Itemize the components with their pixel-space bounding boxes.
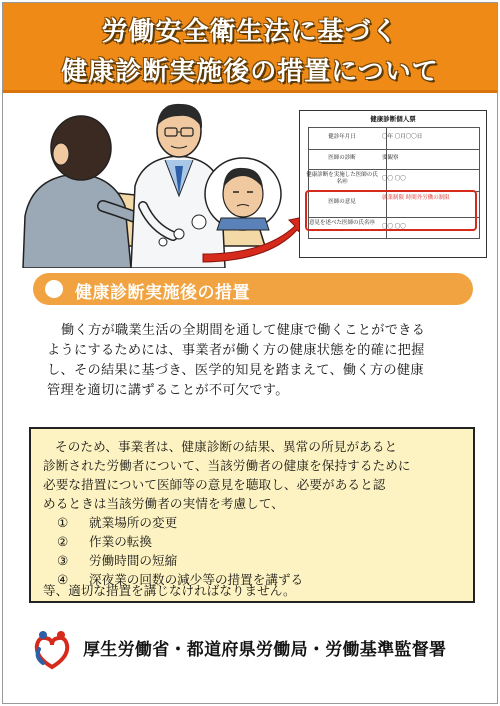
form-row-value: 〇年 〇月〇〇日 bbox=[382, 134, 423, 140]
form-row-value: 要観察 bbox=[382, 155, 399, 161]
form-row-value: 〇〇 〇〇 bbox=[382, 224, 406, 230]
form-row-label: 健康診断を実施した医師の氏名㊞ bbox=[306, 172, 378, 185]
section-heading: 健康診断実施後の措置 bbox=[75, 283, 250, 303]
measure-text: 深夜業の回数の減少等の措置を講ずる bbox=[89, 572, 304, 587]
measure-item bbox=[57, 513, 177, 532]
ministry-logo bbox=[31, 627, 73, 671]
measures-closing: 等、適切な措置を講じなければなりません。 bbox=[43, 583, 296, 598]
form-title: 健康診断個人票 bbox=[370, 115, 416, 123]
form-row-label: 健診年月日 bbox=[328, 134, 356, 140]
section-header bbox=[33, 273, 473, 305]
measure-number: ③ bbox=[57, 553, 69, 568]
intro-line: 管理を適切に講ずることが不可欠です。 bbox=[47, 383, 289, 398]
measure-number: ② bbox=[57, 534, 69, 549]
title-line-2: 健康診断実施後の措置について bbox=[61, 57, 439, 87]
measure-item bbox=[57, 532, 152, 551]
title-banner bbox=[3, 3, 497, 93]
form-row-label: 医師の意見 bbox=[328, 199, 356, 205]
form-row-label: 意見を述べた医師の氏名㊞ bbox=[308, 220, 375, 226]
intro-line: 働く方が職業生活の全期間を通して健康で働くことができる bbox=[61, 323, 426, 338]
health-record-form bbox=[299, 110, 487, 258]
measures-line: 診断された労働者について、当該労働者の健康を保持するために bbox=[43, 458, 411, 473]
doctor-opinion-highlight bbox=[305, 190, 477, 231]
measure-number: ① bbox=[57, 515, 69, 530]
form-row-label: 医師の診断 bbox=[328, 155, 356, 161]
measures-line: そのため、事業者は、健康診断の結果、異常の所見があると bbox=[55, 439, 398, 454]
bullet-circle-icon bbox=[45, 280, 63, 298]
intro-line: し、その結果に基づき、医学的知見を踏まえて、働く方の健康 bbox=[47, 363, 424, 378]
measures-box bbox=[29, 427, 475, 603]
measure-text: 作業の転換 bbox=[89, 534, 152, 549]
form-row-value: 〇〇 〇〇 bbox=[382, 176, 406, 182]
measures-paragraph bbox=[43, 437, 469, 513]
form-row-value: 就業制限 時間外労働の制限 bbox=[382, 195, 450, 201]
measure-number: ④ bbox=[57, 572, 69, 587]
measure-item bbox=[57, 551, 177, 570]
measure-text: 労働時間の短縮 bbox=[89, 553, 178, 568]
measure-text: 就業場所の変更 bbox=[89, 515, 178, 530]
measures-line: めるときは当該労働者の実情を考慮して、 bbox=[43, 496, 284, 511]
issuer-text: 厚生労働省・都道府県労働局・労働基準監督署 bbox=[83, 640, 447, 660]
measures-line: 必要な措置について医師等の意見を聴取し、必要があると認 bbox=[43, 477, 386, 492]
intro-line: ようにするためには、事業者が働く方の健康状態を的確に把握 bbox=[47, 343, 425, 358]
intro-paragraph bbox=[47, 321, 477, 401]
title-line-1: 労働安全衛生法に基づく bbox=[101, 17, 399, 47]
leaflet-page bbox=[2, 2, 498, 704]
